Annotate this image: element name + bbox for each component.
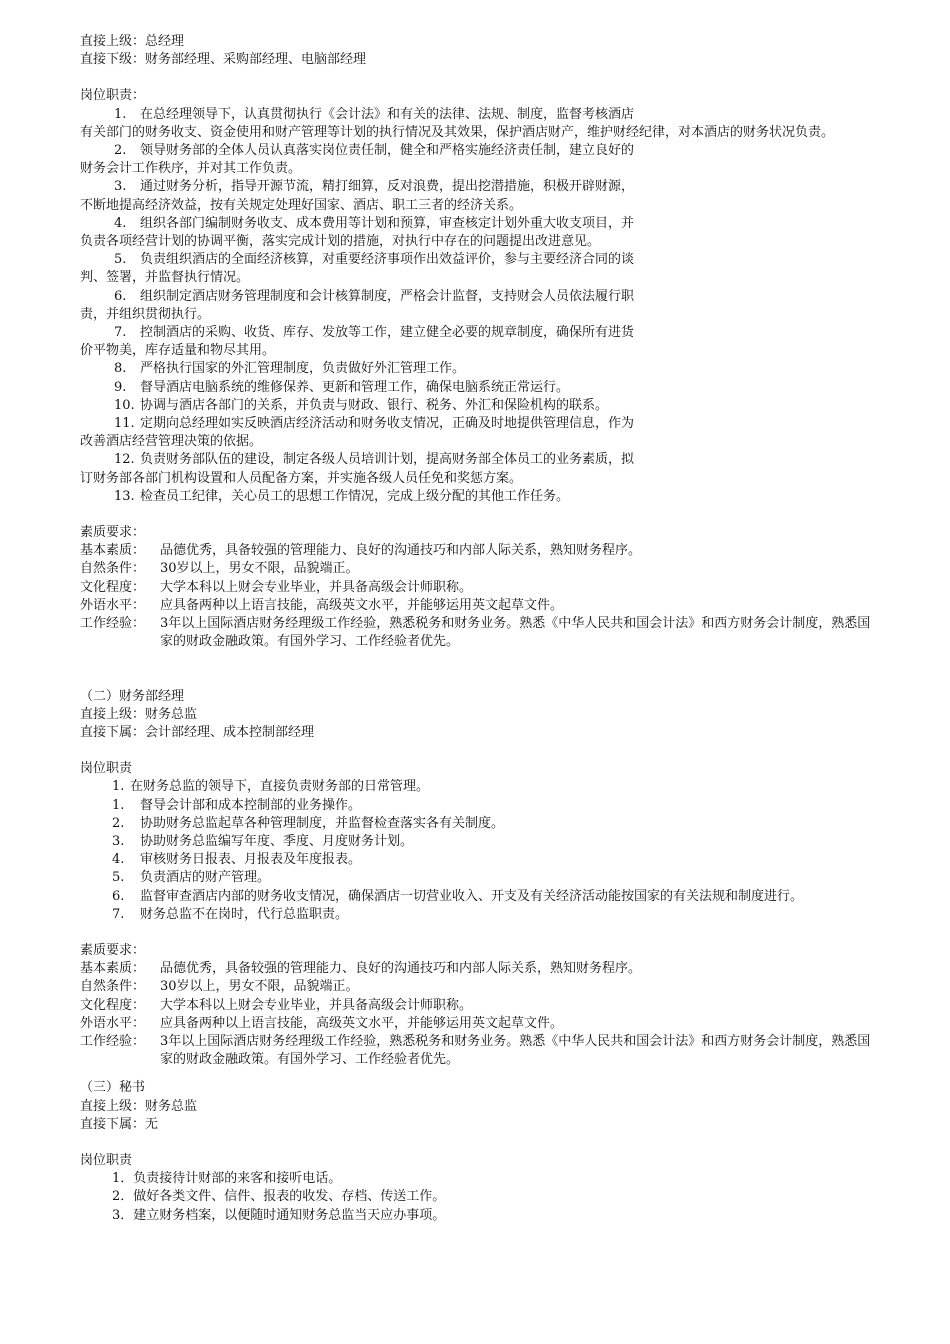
duty-num: 7. xyxy=(114,325,127,341)
duty-text-cont: 财务会计工作秩序，并对其工作负责。 xyxy=(80,161,302,177)
duty-num: 9. xyxy=(114,379,127,395)
list-num: 1. xyxy=(112,797,125,813)
list-num: 3. xyxy=(112,833,125,849)
requirement-label: 外语水平： xyxy=(80,1015,146,1031)
duty-num: 6. xyxy=(114,288,127,304)
document-page xyxy=(80,33,880,1225)
list-item xyxy=(80,488,880,506)
requirement-row xyxy=(80,542,880,560)
duty-num: 4. xyxy=(114,215,127,231)
requirement-row xyxy=(80,978,880,996)
list-num: 5. xyxy=(112,870,125,886)
list-item xyxy=(80,833,880,851)
requirement-row xyxy=(80,615,880,651)
requirement-text: 30岁以上，男女不限，品貌端正。 xyxy=(160,561,359,577)
duty-text-cont: 改善酒店经营管理决策的依据。 xyxy=(80,434,263,450)
requirement-label: 基本素质： xyxy=(80,543,146,559)
list-item: 1．负责接待计财部的来客和接听电话。 xyxy=(112,1171,342,1187)
list-text: 负责酒店的财产管理。 xyxy=(140,870,271,886)
s3-subordinate: 直接下属：无 xyxy=(80,1116,159,1132)
duty-num: 8. xyxy=(114,361,127,377)
duty-num: 1. xyxy=(114,106,127,122)
s2-duties-heading: 岗位职责 xyxy=(80,761,133,777)
duty-num: 10. xyxy=(114,397,135,413)
list-item xyxy=(80,815,880,833)
list-text: 监督审查酒店内部的财务收支情况，确保酒店一切营业收入、开支及有关经济活动能按国家的有关法规和制度进行。 xyxy=(140,888,804,904)
requirement-label: 文化程度： xyxy=(80,579,146,595)
s3-duties-list xyxy=(80,1170,880,1225)
s3-superior: 直接上级：财务总监 xyxy=(80,1098,198,1114)
requirement-text: 大学本科以上财会专业毕业，并具备高级会计师职称。 xyxy=(160,997,473,1013)
duty-num: 13. xyxy=(114,488,135,504)
requirement-label: 自然条件： xyxy=(80,979,146,995)
list-num: 4. xyxy=(112,852,125,868)
duty-num: 11. xyxy=(114,416,135,432)
duty-text: 严格执行国家的外汇管理制度，负责做好外汇管理工作。 xyxy=(140,361,466,377)
list-text: 审核财务日报表、月报表及年度报表。 xyxy=(140,852,362,868)
requirement-row xyxy=(80,997,880,1015)
requirement-text: 应具备两种以上语言技能，高级英文水平，并能够运用英文起草文件。 xyxy=(160,1015,564,1031)
s1-duties-heading: 岗位职责： xyxy=(80,88,146,104)
s2-req-heading: 素质要求： xyxy=(80,942,146,958)
list-num: 2. xyxy=(112,815,125,831)
requirement-text: 品德优秀，具备较强的管理能力、良好的沟通技巧和内部人际关系，熟知财务程序。 xyxy=(160,961,642,977)
requirement-label: 基本素质： xyxy=(80,961,146,977)
list-item xyxy=(80,251,880,287)
s3-title: （三）秘书 xyxy=(80,1080,146,1096)
list-text: 协助财务总监编写年度、季度、月度财务计划。 xyxy=(140,833,414,849)
duty-num: 12. xyxy=(114,452,135,468)
requirement-label: 工作经验： xyxy=(80,1033,146,1049)
duty-text-cont: 不断地提高经济效益，按有关规定处理好国家、酒店、职工三者的经济关系。 xyxy=(80,197,523,213)
list-item xyxy=(80,324,880,360)
duty-text: 领导财务部的全体人员认真落实岗位责任制，健全和严格实施经济责任制，建立良好的 xyxy=(140,143,635,159)
requirement-row xyxy=(80,579,880,597)
list-item xyxy=(80,415,880,451)
list-item xyxy=(80,142,880,178)
requirement-text: 应具备两种以上语言技能，高级英文水平，并能够运用英文起草文件。 xyxy=(160,597,564,613)
list-item: 2．做好各类文件、信件、报表的收发、存档、传送工作。 xyxy=(112,1189,446,1205)
duty-num: 5. xyxy=(114,252,127,268)
duty-num: 3. xyxy=(114,179,127,195)
duty-num: 2. xyxy=(114,143,127,159)
requirement-label: 工作经验： xyxy=(80,616,146,632)
list-item xyxy=(80,360,880,378)
duty-text: 在总经理领导下，认真贯彻执行《会计法》和有关的法律、法规、制度，监督考核酒店 xyxy=(140,106,635,122)
requirement-row xyxy=(80,1033,880,1069)
s1-subordinate: 直接下级：财务部经理、采购部经理、电脑部经理 xyxy=(80,52,367,68)
requirement-text: 3年以上国际酒店财务经理级工作经验，熟悉税务和财务业务。熟悉《中华人民共和国会计法》和西方财务会计制度，熟悉国家的财政金融政策。有国外学习、工作经验者优先。 xyxy=(160,616,871,650)
duty-text-cont: 负责各项经营计划的协调平衡，落实完成计划的措施，对执行中存在的问题提出改进意见。 xyxy=(80,234,601,250)
s2-intro xyxy=(80,778,880,796)
requirement-text: 品德优秀，具备较强的管理能力、良好的沟通技巧和内部人际关系，熟知财务程序。 xyxy=(160,543,642,559)
list-item xyxy=(80,869,880,887)
requirement-row xyxy=(80,597,880,615)
s1-duties-list xyxy=(80,106,880,506)
s2-intro-num: 1. xyxy=(112,779,125,795)
s2-duties-list xyxy=(80,797,880,924)
requirement-label: 外语水平： xyxy=(80,597,146,613)
list-item xyxy=(80,451,880,487)
s2-requirements xyxy=(80,960,880,1069)
requirement-text: 大学本科以上财会专业毕业，并具备高级会计师职称。 xyxy=(160,579,473,595)
list-text: 督导会计部和成本控制部的业务操作。 xyxy=(140,797,362,813)
list-item: 3．建立财务档案，以便随时通知财务总监当天应办事项。 xyxy=(112,1207,446,1223)
requirement-text: 3年以上国际酒店财务经理级工作经验，熟悉税务和财务业务。熟悉《中华人民共和国会计法》和西方财务会计制度，熟悉国家的财政金融政策。有国外学习、工作经验者优先。 xyxy=(160,1033,871,1068)
requirement-text: 30岁以上，男女不限，品貌端正。 xyxy=(160,979,359,995)
requirement-label: 自然条件： xyxy=(80,561,146,577)
list-item xyxy=(80,851,880,869)
duty-text: 通过财务分析，指导开源节流，精打细算，反对浪费，提出挖潜措施，积极开辟财源， xyxy=(140,179,635,195)
list-text: 协助财务总监起草各种管理制度，并监督检查落实各有关制度。 xyxy=(140,815,505,831)
duty-text-cont: 有关部门的财务收支、资金使用和财产管理等计划的执行情况及其效果，保护酒店财产，维护财经纪律，对本酒店的财务状况负责。 xyxy=(80,124,835,140)
list-item xyxy=(80,397,880,415)
duty-text: 检查员工纪律，关心员工的思想工作情况，完成上级分配的其他工作任务。 xyxy=(140,488,570,504)
s1-superior: 直接上级：总经理 xyxy=(80,34,185,49)
duty-text: 协调与酒店各部门的关系，并负责与财政、银行、税务、外汇和保险机构的联系。 xyxy=(140,397,609,413)
requirement-label: 文化程度： xyxy=(80,997,146,1013)
list-item xyxy=(80,888,880,906)
duty-text: 组织制定酒店财务管理制度和会计核算制度，严格会计监督，支持财会人员依法履行职 xyxy=(140,288,635,304)
duty-text-cont: 价平物美，库存适量和物尽其用。 xyxy=(80,343,276,359)
s3-duties-heading: 岗位职责 xyxy=(80,1152,133,1168)
list-num: 7. xyxy=(112,906,125,922)
s2-subordinate: 直接下属：会计部经理、成本控制部经理 xyxy=(80,724,315,740)
list-num: 6. xyxy=(112,888,125,904)
duty-text-cont: 判、签署，并监督执行情况。 xyxy=(80,270,250,286)
duty-text: 负责财务部队伍的建设，制定各级人员培训计划，提高财务部全体员工的业务素质，拟 xyxy=(140,452,635,468)
duty-text: 定期向总经理如实反映酒店经济活动和财务收支情况，正确及时地提供管理信息，作为 xyxy=(140,416,635,432)
s2-superior: 直接上级：财务总监 xyxy=(80,706,198,722)
list-item xyxy=(80,178,880,214)
s1-requirements xyxy=(80,542,880,651)
s1-req-heading: 素质要求： xyxy=(80,525,146,541)
list-item xyxy=(80,379,880,397)
s2-intro-text: 在财务总监的领导下，直接负责财务部的日常管理。 xyxy=(130,779,430,795)
requirement-row xyxy=(80,560,880,578)
list-item xyxy=(80,797,880,815)
requirement-row xyxy=(80,960,880,978)
list-item xyxy=(80,288,880,324)
duty-text: 督导酒店电脑系统的维修保养、更新和管理工作，确保电脑系统正常运行。 xyxy=(140,379,570,395)
list-text: 财务总监不在岗时，代行总监职责。 xyxy=(140,906,349,922)
list-item xyxy=(80,215,880,251)
duty-text: 负责组织酒店的全面经济核算，对重要经济事项作出效益评价，参与主要经济合同的谈 xyxy=(140,252,635,268)
requirement-row xyxy=(80,1015,880,1033)
list-item xyxy=(80,906,880,924)
duty-text: 组织各部门编制财务收支、成本费用等计划和预算，审查核定计划外重大收支项目，并 xyxy=(140,215,635,231)
duty-text-cont: 订财务部各部门机构设置和人员配备方案，并实施各级人员任免和奖惩方案。 xyxy=(80,470,523,486)
duty-text-cont: 责，并组织贯彻执行。 xyxy=(80,306,211,322)
s2-title: （二）财务部经理 xyxy=(80,688,185,704)
list-item xyxy=(80,106,880,142)
duty-text: 控制酒店的采购、收货、库存、发放等工作，建立健全必要的规章制度，确保所有进货 xyxy=(140,325,635,341)
